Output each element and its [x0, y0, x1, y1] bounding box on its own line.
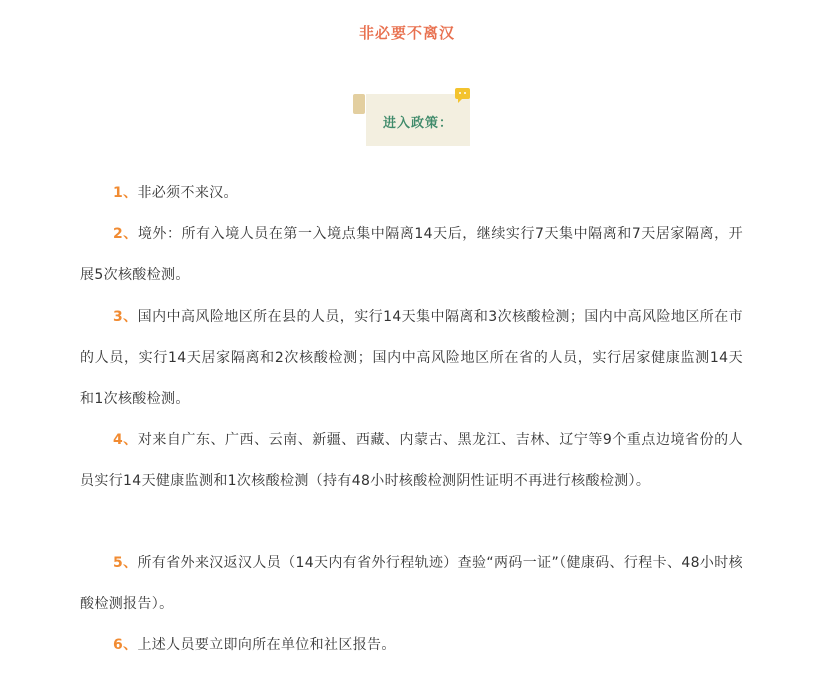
item-text: 对来自广东、广西、云南、新疆、西藏、内蒙古、黑龙江、吉林、辽宁等9个重点边境省份的人员实行14天健康监测和1次核酸检测（持有48小时核酸检测阴性证明不再进行核酸检测）。: [80, 432, 743, 489]
clip-tab-decoration: [353, 94, 365, 114]
policy-label-box: [366, 94, 470, 146]
list-item-2: [80, 214, 743, 296]
list-item-1: [80, 173, 743, 214]
list-item-6: [80, 625, 743, 666]
item-number: 4、: [113, 432, 138, 448]
item-text: 上述人员要立即向所在单位和社区报告。: [137, 637, 396, 653]
item-text: 非必须不来汉。: [137, 185, 238, 201]
chat-bubble-icon: [455, 88, 470, 99]
item-number: 3、: [113, 309, 138, 325]
list-item-4: [80, 420, 743, 502]
item-text: 所有省外来汉返汉人员（14天内有省外行程轨迹）查验“两码一证”（健康码、行程卡、48小时核酸检测报告）。: [80, 555, 743, 612]
item-number: 1、: [113, 185, 138, 201]
list-item-3: [80, 297, 743, 420]
item-text: 境外：所有入境人员在第一入境点集中隔离14天后，继续实行7天集中隔离和7天居家隔离，开展5次核酸检测。: [80, 226, 743, 283]
list-item-5: [80, 543, 743, 625]
item-number: 2、: [113, 226, 138, 242]
section-label: 进入政策：: [382, 116, 453, 131]
item-text: 国内中高风险地区所在县的人员，实行14天集中隔离和3次核酸检测；国内中高风险地区所在市的人员，实行14天居家隔离和2次核酸检测；国内中高风险地区所在省的人员，实行居家健康监测14天和1次核酸检测。: [80, 309, 743, 407]
item-number: 5、: [113, 555, 138, 571]
item-number: 6、: [113, 637, 138, 653]
page-title: 非必要不离汉: [358, 24, 455, 42]
